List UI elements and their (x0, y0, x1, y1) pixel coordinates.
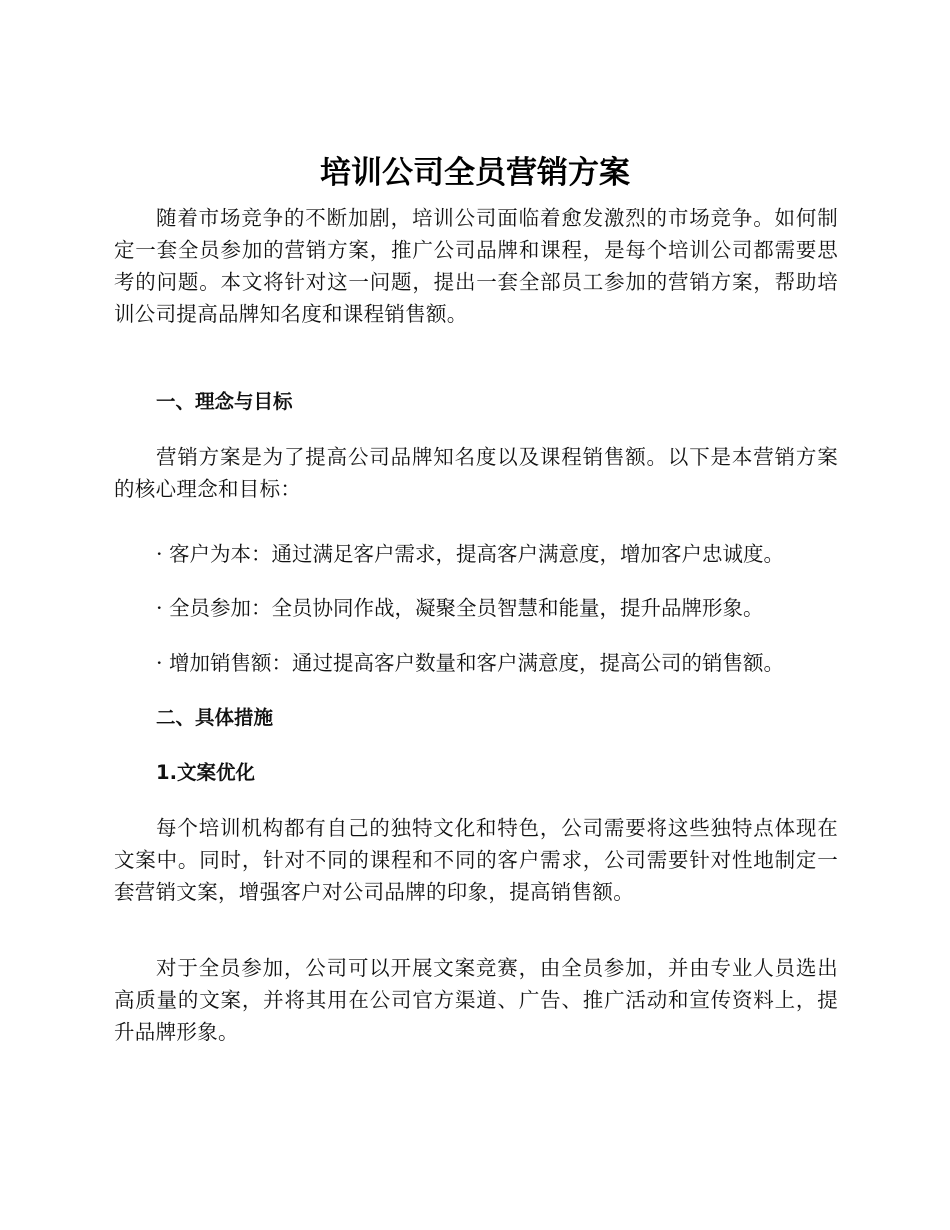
intro-paragraph: 随着市场竞争的不断加剧，培训公司面临着愈发激烈的市场竞争。如何制定一套全员参加的营销方案，推广公司品牌和课程，是每个培训公司都需要思考的问题。本文将针对这一问题，提出一套全部员工参加的营销方案，帮助培训公司提高品牌知名度和课程销售额。 (114, 206, 838, 326)
subsection-1-heading: 1.文案优化 (156, 761, 255, 784)
document-title: 培训公司全员营销方案 (320, 155, 630, 191)
section-1-paragraph: 营销方案是为了提高公司品牌知名度以及课程销售额。以下是本营销方案的核心理念和目标： (114, 445, 838, 501)
section-2-heading: 二、具体措施 (156, 706, 274, 729)
subsection-1-paragraph-2: 对于全员参加，公司可以开展文案竞赛，由全员参加，并由专业人员选出高质量的文案，并将其用在公司官方渠道、广告、推广活动和宣传资料上，提升品牌形象。 (114, 956, 838, 1044)
bullet-item: · 全员参加：全员协同作战，凝聚全员智慧和能量，提升品牌形象。 (156, 596, 764, 620)
section-1-heading: 一、理念与目标 (156, 390, 293, 413)
subsection-1-paragraph-1: 每个培训机构都有自己的独特文化和特色，公司需要将这些独特点体现在文案中。同时，针对不同的课程和不同的客户需求，公司需要针对性地制定一套营销文案，增强客户对公司品牌的印象，提高销售额。 (114, 816, 838, 904)
bullet-item: · 增加销售额：通过提高客户数量和客户满意度，提高公司的销售额。 (156, 651, 785, 675)
bullet-item: · 客户为本：通过满足客户需求，提高客户满意度，增加客户忠诚度。 (156, 542, 785, 566)
